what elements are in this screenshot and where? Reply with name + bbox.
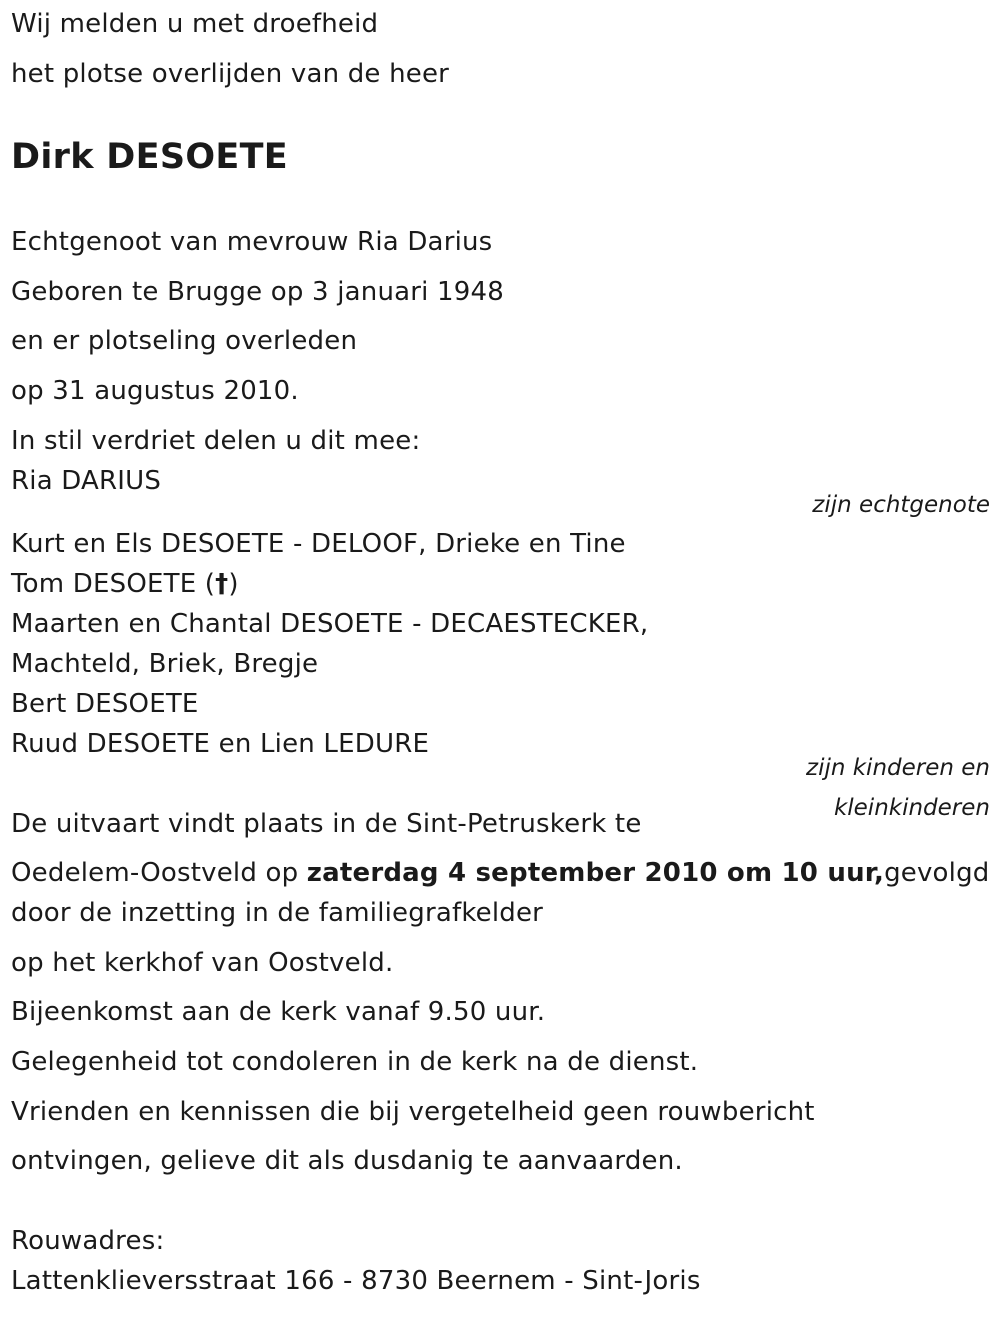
child-line-5: Bert DESOETE [11, 689, 199, 719]
address-label: Rouwadres: [11, 1226, 165, 1256]
deceased-name: Dirk DESOETE [11, 137, 288, 177]
bio-died-prefix: en er plotseling overleden [11, 326, 358, 356]
intro-line-1: Wij melden u met droefheid [11, 9, 379, 39]
spouse-name: Ria DARIUS [11, 466, 162, 496]
children-role-line-1: zijn kinderen en [806, 755, 990, 781]
spouse-role: zijn echtgenote [812, 492, 990, 518]
intro-line-2: het plotse overlijden van de heer [11, 59, 450, 89]
funeral-line-4: op het kerkhof van Oostveld. [11, 948, 394, 978]
funeral-line-2 [11, 857, 990, 889]
child-line-6: Ruud DESOETE en Lien LEDURE [11, 729, 430, 759]
funeral-line-8: ontvingen, gelieve dit als dusdanig te aanvaarden. [11, 1146, 683, 1176]
child-line-1: Kurt en Els DESOETE - DELOOF, Drieke en Tine [11, 529, 626, 559]
child-line-2 [11, 568, 239, 600]
funeral-line-2-prefix: Oedelem-Oostveld op [11, 858, 307, 888]
funeral-line-1: De uitvaart vindt plaats in de Sint-Petruskerk te [11, 809, 642, 839]
funeral-line-5: Bijeenkomst aan de kerk vanaf 9.50 uur. [11, 997, 546, 1027]
address-value: Lattenklieversstraat 166 - 8730 Beernem - Sint-Joris [11, 1266, 701, 1296]
bio-died-date: op 31 augustus 2010. [11, 376, 299, 406]
children-role-line-2: kleinkinderen [833, 795, 990, 821]
funeral-line-3: door de inzetting in de familiegrafkelder [11, 898, 544, 928]
bio-share: In stil verdriet delen u dit mee: [11, 426, 421, 456]
cross-icon: † [215, 569, 229, 599]
child-line-3: Maarten en Chantal DESOETE - DECAESTECKER, [11, 609, 649, 639]
bio-born: Geboren te Brugge op 3 januari 1948 [11, 277, 505, 307]
child-line-2-end: ) [228, 569, 239, 599]
funeral-line-7: Vrienden en kennissen die bij vergetelheid geen rouwbericht [11, 1097, 815, 1127]
bio-spouse: Echtgenoot van mevrouw Ria Darius [11, 227, 493, 257]
child-line-4: Machteld, Briek, Bregje [11, 649, 319, 679]
funeral-line-2-suffix: gevolgd [884, 858, 990, 888]
funeral-datetime: zaterdag 4 september 2010 om 10 uur, [306, 858, 885, 888]
child-line-2-name: Tom DESOETE ( [11, 569, 216, 599]
funeral-line-6: Gelegenheid tot condoleren in de kerk na de dienst. [11, 1047, 699, 1077]
